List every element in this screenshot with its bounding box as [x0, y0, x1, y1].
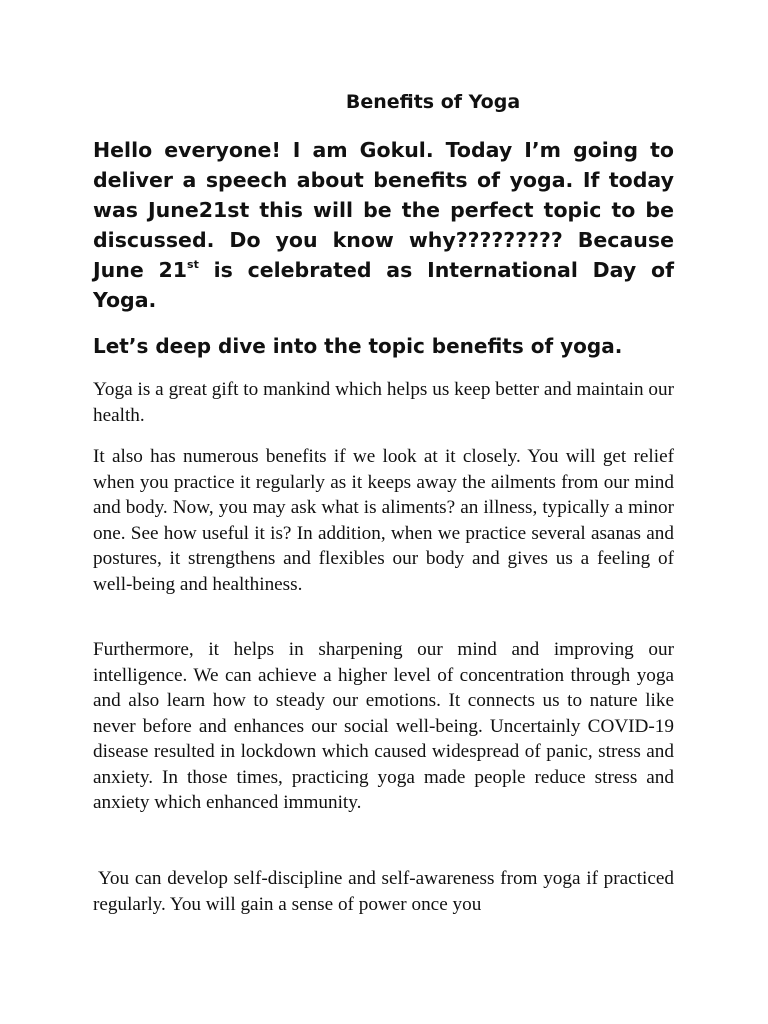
intro-text-end: is celebrated as International Day of Yoga. [93, 258, 675, 312]
intro-text: Hello everyone! I am Gokul. Today I’m going to deliver a speech about benefits of yoga. If today was June21st this will be the perfect topic to be discussed. Do you know why????????? Because June 21 [93, 138, 674, 282]
body-paragraph-2: It also has numerous benefits if we look at it closely. You will get relief when you practice it regularly as it keeps away the ailments from our mind and body. Now, you may ask what is aliments? an illness, typically a minor one. See how useful it is? In addition, when we practice several asanas and postures, it strengthens and flexibles our body and gives us a feeling of well-being and healthiness. [93, 446, 674, 595]
intro-paragraph [93, 135, 674, 315]
body-paragraph-3: Furthermore, it helps in sharpening our mind and improving our intelligence. We can achieve a higher level of concentration through yoga and also learn how to steady our emotions. It connects us to nature like never before and enhances our social well-being. Uncertainly COVID-19 disease resulted in lockdown which caused widespread of panic, stress and anxiety. In those times, practicing yoga made people reduce stress and anxiety which enhanced immunity. [93, 639, 674, 813]
ordinal-suffix: st [187, 258, 199, 271]
body-paragraph-1: Yoga is a great gift to mankind which helps us keep better and maintain our health. [93, 379, 674, 426]
section-subheading: Let’s deep dive into the topic benefits of yoga. [93, 334, 623, 358]
body-paragraph-4: You can develop self-discipline and self-awareness from yoga if practiced regularly. You will gain a sense of power once you [93, 868, 674, 915]
document-title: Benefits of Yoga [345, 91, 521, 113]
